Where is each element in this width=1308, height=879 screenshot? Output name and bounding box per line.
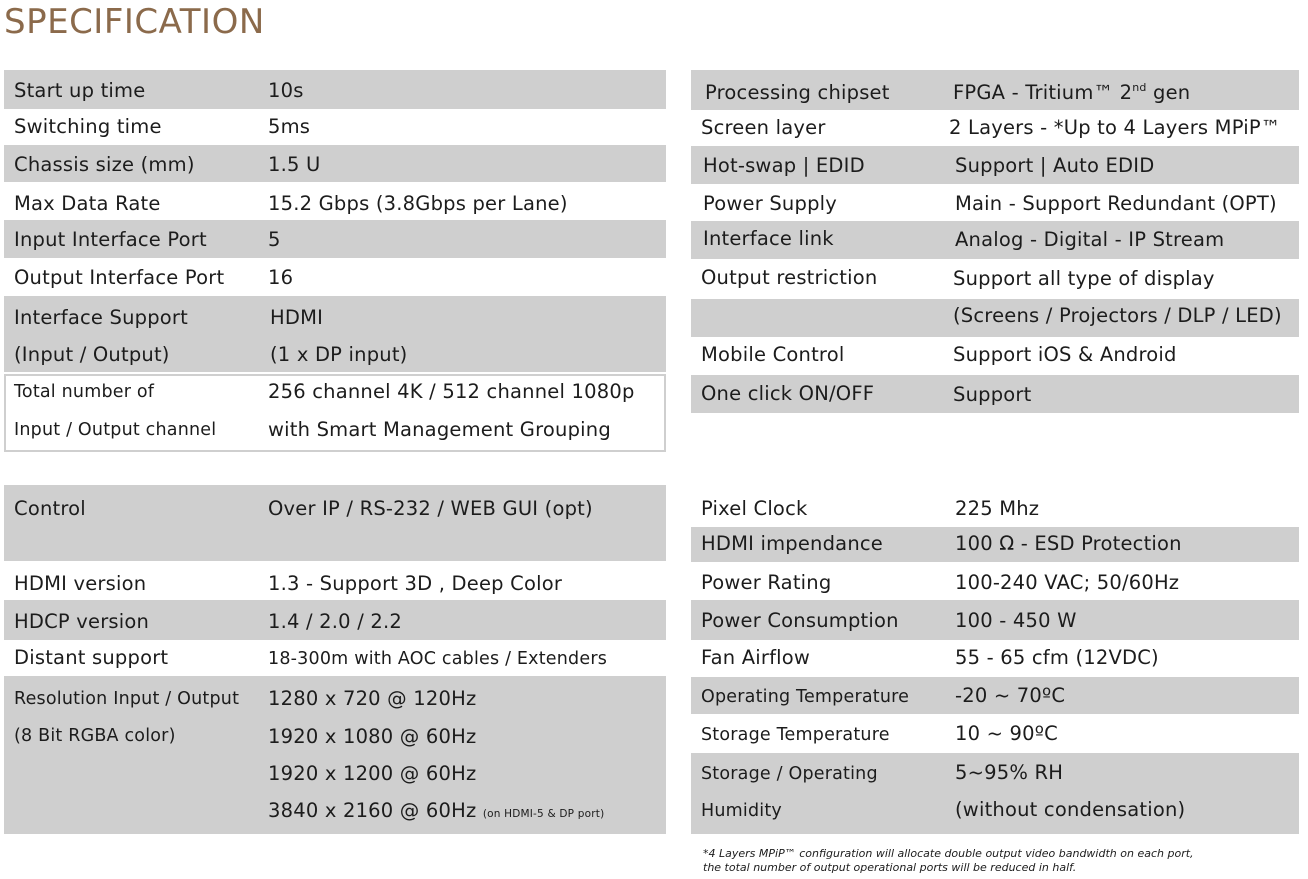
spec-value: Analog - Digital - IP Stream [955,228,1225,251]
spec-label: Storage / Operating [701,764,878,784]
spec-value: 10 ~ 90ºC [955,722,1058,745]
spec-value: 100 - 450 W [955,609,1077,632]
spec-value: 2 Layers - *Up to 4 Layers MPiP™ [949,116,1281,139]
spec-label: HDCP version [14,610,150,633]
spec-value: 18-300m with AOC cables / Extenders [268,649,608,669]
spec-value: 55 - 65 cfm (12VDC) [955,646,1159,669]
spec-value: (without condensation) [955,798,1186,821]
spec-label: Hot-swap | EDID [703,154,865,177]
spec-value: 10s [268,79,304,102]
spec-value: 1920 x 1200 @ 60Hz [268,762,477,785]
spec-label: Pixel Clock [701,497,808,520]
spec-value: 1.4 / 2.0 / 2.2 [268,610,402,633]
spec-table-left-top [4,70,666,452]
spec-label: Power Rating [701,571,832,594]
footnote [703,847,1194,875]
spec-value: -20 ~ 70ºC [955,684,1066,707]
spec-label: HDMI version [14,572,147,595]
spec-label: Processing chipset [705,81,890,104]
spec-value: Support | Auto EDID [955,154,1155,177]
spec-table-left-bottom [4,485,666,834]
footnote-line: *4 Layers MPiP™ configuration will allocate double output video bandwidth on each port, [703,847,1194,860]
spec-label: Humidity [701,801,782,821]
spec-label: One click ON/OFF [701,382,875,405]
spec-label: Input Interface Port [14,228,207,251]
spec-label: (8 Bit RGBA color) [14,726,176,746]
spec-label: Total number of [14,382,155,402]
spec-label: Resolution Input / Output [14,689,240,709]
spec-label: Operating Temperature [701,687,910,707]
spec-value: 15.2 Gbps (3.8Gbps per Lane) [268,192,568,215]
spec-label: Interface Support [14,306,188,329]
spec-value: 16 [268,266,294,289]
spec-label: (Input / Output) [14,343,170,366]
spec-label: Interface link [703,227,834,250]
spec-table-right-bottom [691,485,1299,834]
spec-value: with Smart Management Grouping [268,418,611,441]
spec-label: Max Data Rate [14,192,161,215]
spec-value: (Screens / Projectors / DLP / LED) [953,304,1282,327]
spec-value: 1.5 U [268,153,321,176]
spec-label: Power Consumption [701,609,899,632]
spec-value: Over IP / RS-232 / WEB GUI (opt) [268,497,593,520]
spec-label: Chassis size (mm) [14,153,195,176]
spec-value: 100-240 VAC; 50/60Hz [955,571,1180,594]
spec-label: Storage Temperature [701,725,890,745]
spec-label: Input / Output channel [14,420,217,440]
spec-table-right-top [691,70,1299,413]
page-title: SPECIFICATION [4,2,265,42]
spec-label: Start up time [14,79,146,102]
spec-value: 1.3 - Support 3D , Deep Color [268,572,563,595]
spec-label: Fan Airflow [701,646,811,669]
spec-value: 100 Ω - ESD Protection [955,532,1182,555]
spec-value: 3840 x 2160 @ 60Hz (on HDMI-5 & DP port) [268,799,605,822]
spec-label: Output Interface Port [14,266,225,289]
footnote-line: the total number of output operational ports will be reduced in half. [703,861,1077,874]
spec-label: Screen layer [701,116,826,139]
spec-value: Support [953,383,1032,406]
spec-label: Mobile Control [701,343,845,366]
spec-value: Support iOS & Android [953,343,1177,366]
spec-value: FPGA - Tritium™ 2nd gen [953,80,1191,104]
resolution-note: (on HDMI-5 & DP port) [482,808,605,820]
spec-value: (1 x DP input) [270,343,408,366]
spec-value: 5~95% RH [955,761,1064,784]
spec-value: HDMI [270,306,324,329]
spec-label: Power Supply [703,192,838,215]
spec-value: 1920 x 1080 @ 60Hz [268,725,477,748]
spec-label: Distant support [14,646,169,669]
spec-label: Switching time [14,115,162,138]
spec-value: 5ms [268,115,311,138]
spec-value: 225 Mhz [955,497,1040,520]
spec-label: Output restriction [701,266,878,289]
spec-value: Support all type of display [953,267,1215,290]
spec-value: 256 channel 4K / 512 channel 1080p [268,380,635,403]
spec-label: HDMI impendance [701,532,884,555]
spec-label: Control [14,497,86,520]
spec-value: 1280 x 720 @ 120Hz [268,687,477,710]
spec-value: 5 [268,228,281,251]
spec-value: Main - Support Redundant (OPT) [955,192,1277,215]
